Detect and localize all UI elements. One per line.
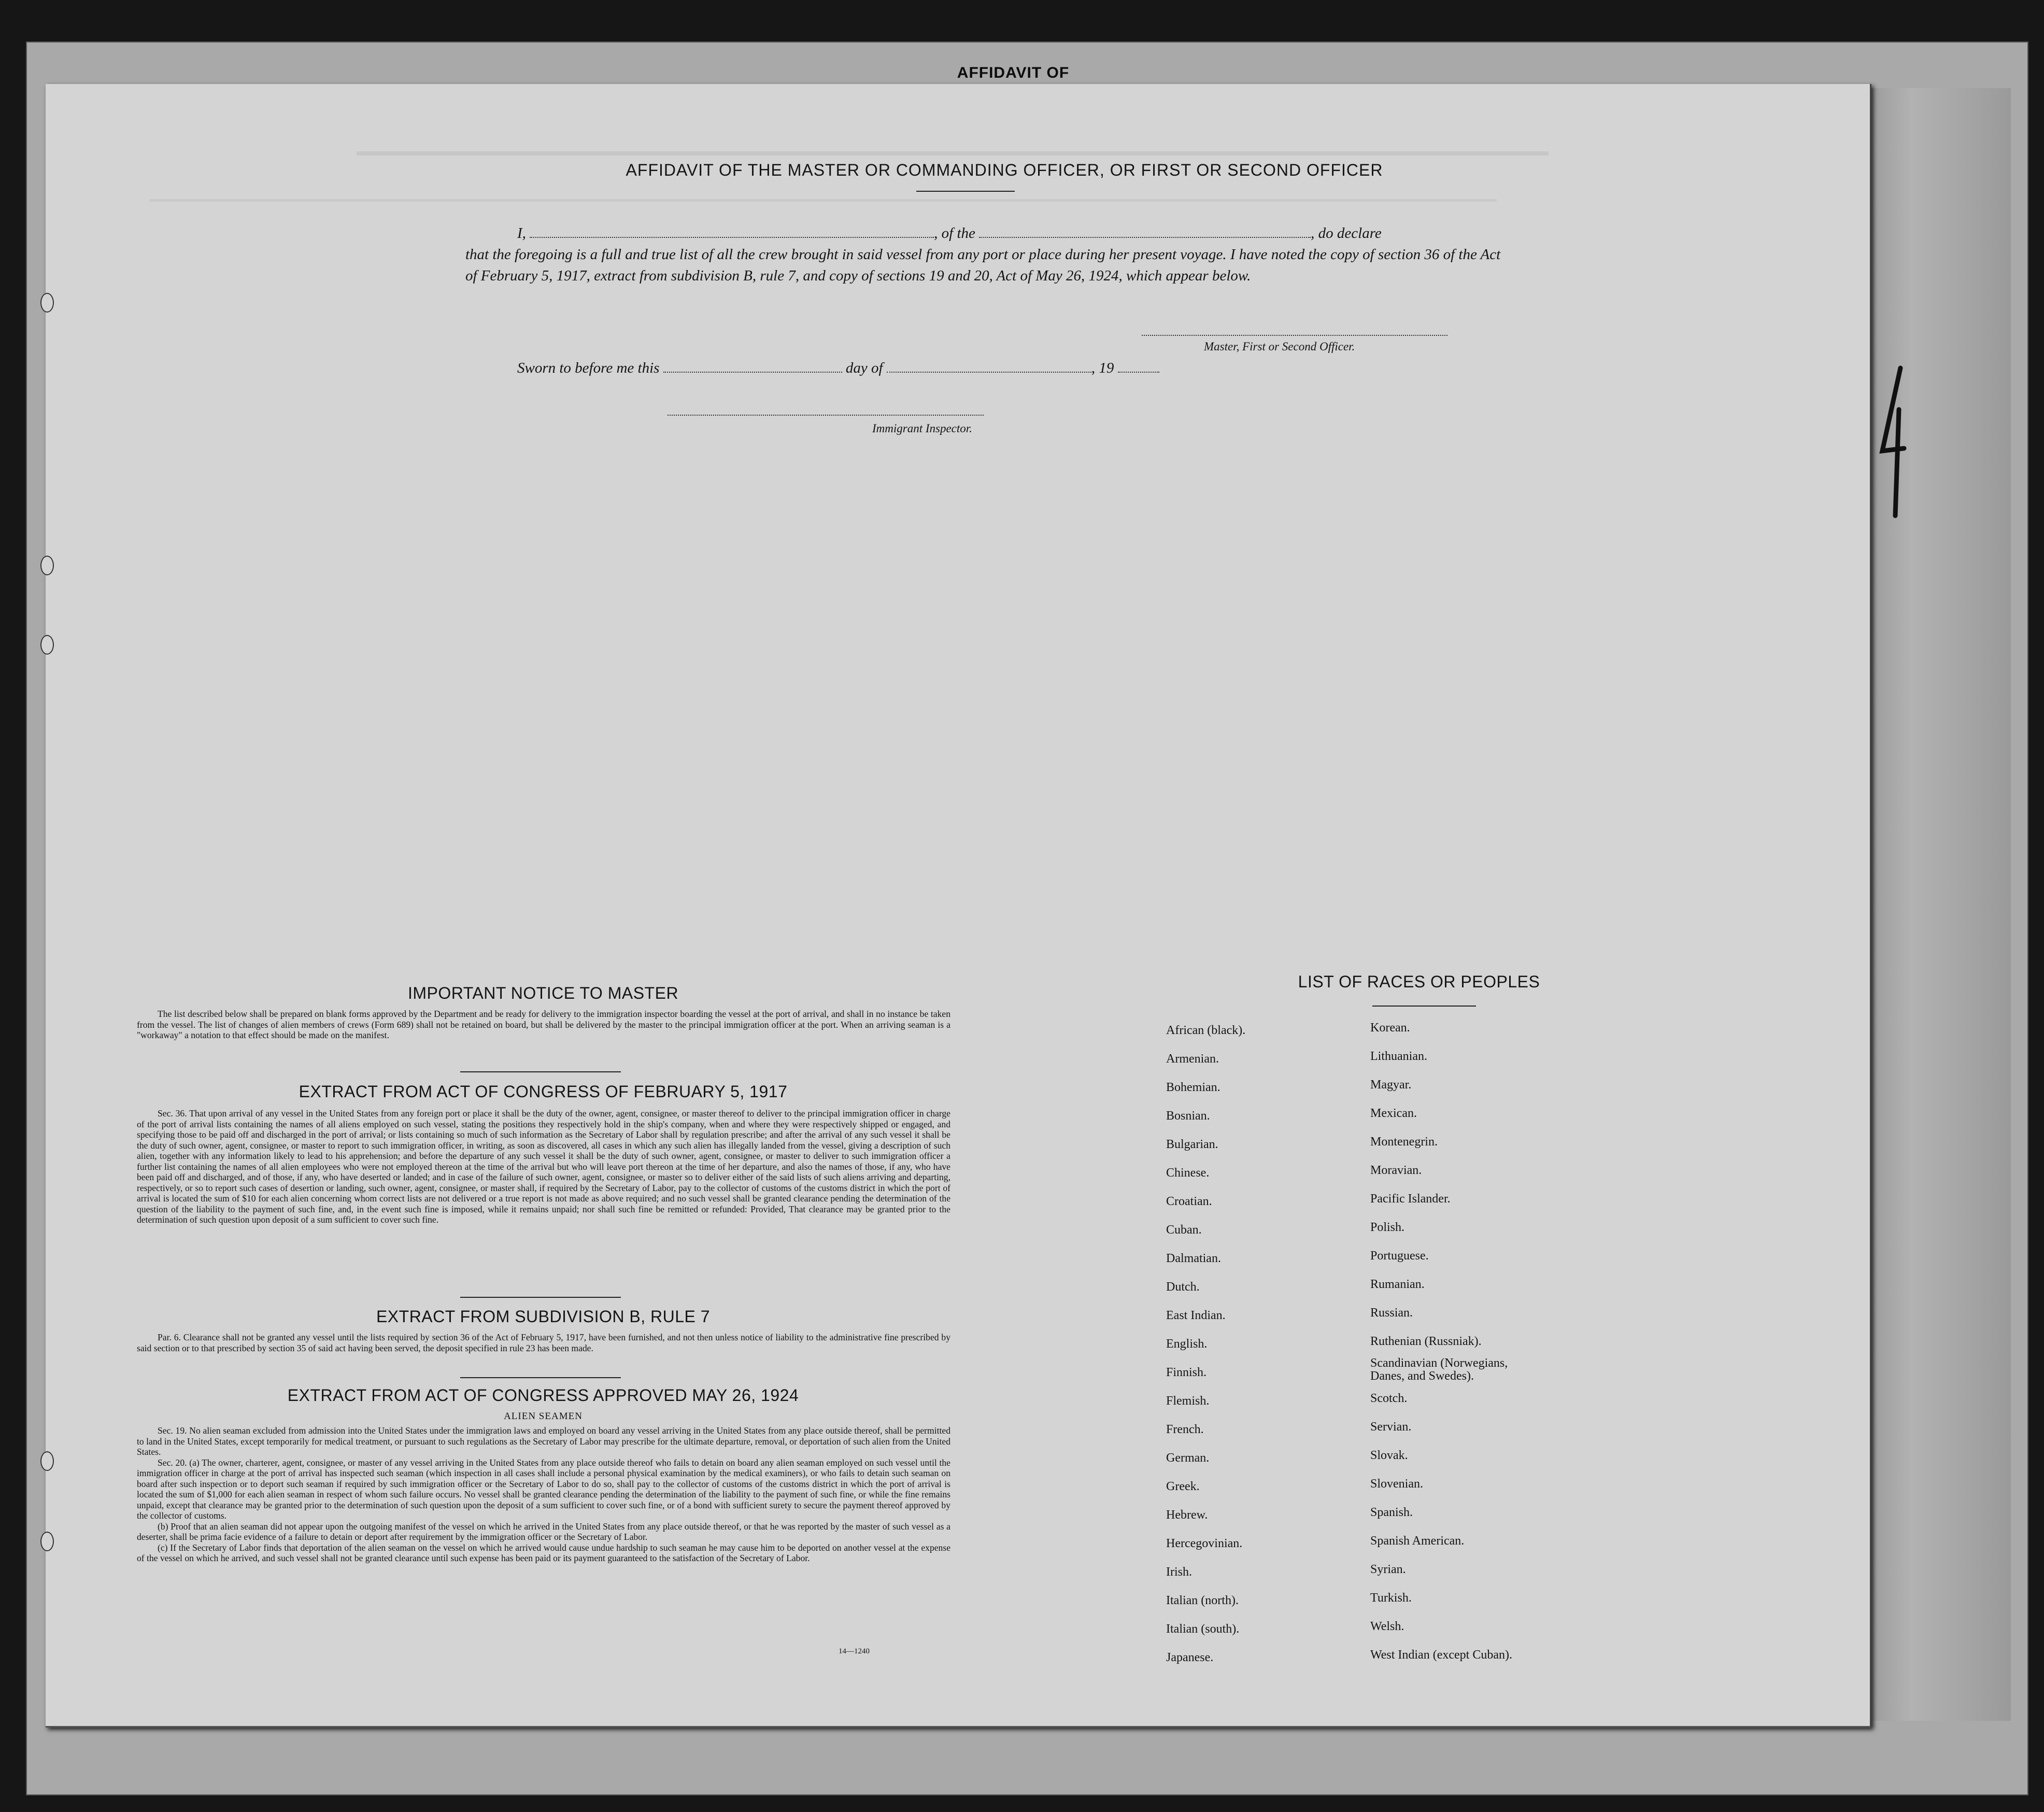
affidavit-statement: that the foregoing is a full and true list of all the crew brought in said vessel from any port or place during her present voyage. I have noted the copy of section 36 of the Act of February 5, 1917, extract from subdivision B, rule 7, and copy of sections 19 and 20, Act of May 26, 1924, which appear below. [465,246,1501,284]
race-item: Croatian. [1166,1195,1212,1208]
show-through-text [149,199,1497,202]
race-item: Turkish. [1370,1591,1412,1605]
race-item: Cuban. [1166,1223,1202,1237]
affidavit-body [465,223,1507,287]
sworn-prefix: Sworn to before me this [517,360,660,376]
race-item: Servian. [1370,1420,1412,1434]
race-item: Moravian. [1370,1164,1422,1177]
sec-20b-paragraph: (b) Proof that an alien seaman did not appear upon the outgoing manifest of the vessel on which he arrived in the United States from any place outside thereof, or that he was reported by the master of such vessel as a deserter, shall be prima facie evidence of a failure to detain or deport after requirement by the immigration officer or the Secretary of Labor. [137,1521,950,1542]
race-item: French. [1166,1423,1204,1436]
section-separator [460,1071,621,1072]
sec-20c-paragraph: (c) If the Secretary of Labor finds that deportation of the alien seaman on the vessel on which he arrived would cause undue hardship to such seaman he may cause him to be deported on another vessel at the expense of the vessel on which he arrived, and such vessel shall not be granted clearance until such expense has been paid or its payment guaranteed to the satisfaction of the Secretary of Labor. [137,1542,950,1563]
race-item: Slovenian. [1370,1477,1423,1491]
race-item: Ruthenian (Russniak). [1370,1335,1482,1348]
race-item: Rumanian. [1370,1278,1425,1291]
race-item: Lithuanian. [1370,1050,1427,1063]
race-item: Finnish. [1166,1366,1207,1379]
of-the-label: , of the [934,225,975,242]
sworn-date-blank[interactable] [663,372,842,373]
race-item: Irish. [1166,1565,1192,1579]
binding-notch [40,635,54,655]
race-item: Bosnian. [1166,1109,1210,1123]
alien-seamen-subtitle: ALIEN SEAMEN [504,1411,583,1422]
show-through-text [357,151,1549,155]
race-item: Dutch. [1166,1280,1200,1294]
race-item: Scandinavian (Norwegians, Danes, and Swedes). [1370,1356,1508,1383]
sec-19-paragraph: Sec. 19. No alien seaman excluded from admission into the United States under the immigration laws and employed on board any vessel arriving in the United States from any place outside thereof, shall be permitted to land in the United States, except temporarily for medical treatment, or pursuant to such regulations as the Secretary of Labor may prescribe for the ultimate departure, removal, or deportation of such alien from the United States. [137,1425,950,1457]
race-item: Montenegrin. [1370,1135,1438,1149]
sworn-line [517,360,1159,377]
binding-notch [40,1532,54,1551]
binding-notch [40,1451,54,1471]
act-1917-text [137,1108,950,1225]
form-number: 14—1240 [839,1647,870,1655]
race-item: Chinese. [1166,1166,1210,1180]
race-item: Flemish. [1166,1394,1210,1408]
act-1924-text [137,1425,950,1564]
race-item: Portuguese. [1370,1249,1429,1263]
races-title-rule [1372,1006,1476,1007]
notice-paragraph: The list described below shall be prepared on blank forms approved by the Department and be ready for delivery to the immigration inspector boarding the vessel at the port of arrival, and shall in no instance be taken from the vessel. The list of changes of alien members of crews (Form 689) shall not be retained on board, but shall be delivered by the master to the principal immigration officer at the port. When an arriving seaman is a "workaway" a notation to that effect should be made on the manifest. [137,1009,950,1040]
race-item: German. [1166,1451,1210,1465]
race-item: Greek. [1166,1480,1200,1493]
i-label: I, [517,225,526,242]
race-item: Magyar. [1370,1078,1412,1092]
sec-36-paragraph: Sec. 36. That upon arrival of any vessel in the United States from any foreign port or place it shall be the duty of the owner, agent, consignee, or master thereof to deliver to the principal immigration officer in charge of the port of arrival lists containing the names of all aliens employed on such vessel, stating the positions they respectively hold in the ship's company, when and where they were respectively shipped or engaged, and specifying those to be paid off and discharged in the port of arrival; or lists containing so much of such information as the Secretary of Labor shall by regulation prescribe; and after the arrival of any such vessel it shall be the duty of such owner, agent, consignee, or master to report to such immigration officer, in writing, as soon as discovered, all cases in which any such alien has illegally landed from the vessel, giving a description of such alien, together with any information likely to lead to his apprehension; and before the departure of any such vessel it shall be the duty of such owner, agent, consignee, or master to deliver to such immigration officer a further list containing the names of all alien employees who were not employed thereon at the time of the arrival but who will leave port thereon at the time of her departure, and also the names of those, if any, who have been paid off and discharged, and of those, if any, who have deserted or landed; and in case of the failure of such owner, agent, consignee, or master so to deliver either of the said lists of such aliens arriving and departing, respectively, or so to report such cases of desertion or landing, such owner, agent, consignee, or master shall, if required by the Secretary of Labor, pay to the collector of customs of the customs district in which the port of arrival is located the sum of $10 for each alien concerning whom correct lists are not delivered or a true report is not made as above required; and no such vessel shall be granted clearance pending the determination of the question of the liability to the payment of such fine, and, in the event such fine is imposed, while it remains unpaid; nor shall such fine be remitted or refunded: Provided, That clearance may be granted prior to the determination of such question upon deposit of a sum sufficient to cover such fine. [137,1108,950,1225]
race-item: Welsh. [1370,1620,1404,1633]
race-item: African (black). [1166,1024,1246,1037]
race-item: Russian. [1370,1306,1413,1320]
handwritten-mark [1872,363,1908,518]
under-sheet-header: AFFIDAVIT OF [957,64,1070,81]
section-separator [460,1297,621,1298]
sworn-year-label: , 19 [1091,360,1114,376]
race-item: English. [1166,1337,1208,1351]
race-item: East Indian. [1166,1309,1226,1322]
name-blank[interactable] [530,237,934,238]
affidavit-page [46,84,1871,1728]
race-item: Slovak. [1370,1449,1408,1462]
race-item: Bohemian. [1166,1081,1220,1094]
race-item: Spanish. [1370,1506,1413,1519]
race-item: Italian (south). [1166,1622,1240,1636]
notice-text [137,1009,950,1041]
race-item: Syrian. [1370,1563,1406,1576]
race-item: Hebrew. [1166,1508,1208,1522]
notice-title: IMPORTANT NOTICE TO MASTER [407,984,679,1002]
binding-notch [40,293,54,313]
race-item: Hercegovinian. [1166,1537,1243,1550]
race-item: Mexican. [1370,1107,1417,1120]
race-item: Scotch. [1370,1392,1408,1405]
master-signature-label: Master, First or Second Officer. [1204,340,1355,353]
rule-7-text [137,1332,950,1353]
races-title: LIST OF RACES OR PEOPLES [1298,972,1540,991]
race-item: Japanese. [1166,1651,1214,1664]
act-1924-title: EXTRACT FROM ACT OF CONGRESS APPROVED MAY 26, 1924 [287,1386,799,1405]
race-item: Armenian. [1166,1052,1219,1066]
master-signature-line[interactable] [1142,335,1447,336]
race-item: Polish. [1370,1221,1405,1234]
race-item: Italian (north). [1166,1594,1239,1607]
binding-notch [40,556,54,575]
act-1917-title: EXTRACT FROM ACT OF CONGRESS OF FEBRUARY 5, 1917 [299,1082,788,1101]
sworn-month-blank[interactable] [887,372,1091,373]
sworn-day-label: day of [845,360,883,376]
race-item: Spanish American. [1370,1534,1465,1548]
race-item: West Indian (except Cuban). [1370,1648,1512,1662]
sworn-year-blank[interactable] [1118,372,1159,373]
inspector-signature-line[interactable] [668,415,984,416]
sec-20a-paragraph: Sec. 20. (a) The owner, charterer, agent, consignee, or master of any vessel arriving in the United States from any place outside thereof who fails to detain on board any alien seaman employed on such vessel until the immigration officer in charge at the port of arrival has inspected such seaman (which inspection in all cases shall include a personal physical examination by the medical examiners), or who fails to detain such seaman on board after such inspection or to deport such seaman if required by such immigration officer or the Secretary of Labor to do so, shall pay to the collector of customs of the customs district in which the port of arrival is located the sum of $1,000 for each alien seaman in respect of whom such failure occurs. No vessel shall be granted clearance pending the determination of the liability to the payment of such fine, or while the fine remains unpaid, except that clearance may be granted prior to the determination of such question upon the deposit of a sum sufficient to cover such fine, or of a bond with sufficient surety to secure the payment thereof approved by the collector of customs. [137,1457,950,1521]
race-item: Pacific Islander. [1370,1192,1451,1206]
race-item: Korean. [1370,1021,1410,1035]
do-declare-label: , do declare [1311,225,1382,242]
affidavit-title: AFFIDAVIT OF THE MASTER OR COMMANDING OFFICER, OR FIRST OR SECOND OFFICER [626,161,1383,179]
vessel-blank[interactable] [979,237,1311,238]
section-separator [460,1377,621,1378]
race-item: Bulgarian. [1166,1138,1218,1151]
affidavit-declaration-line [465,223,1507,244]
title-rule [916,191,1015,192]
rule-7-title: EXTRACT FROM SUBDIVISION B, RULE 7 [376,1307,711,1326]
inspector-signature-label: Immigrant Inspector. [872,422,972,435]
par-6-paragraph: Par. 6. Clearance shall not be granted any vessel until the lists required by section 36 of the Act of February 5, 1917, have been furnished, and not then unless notice of liability to the administrative fine prescribed by said section or to that prescribed by section 35 of said act having been served, the deposit specified in rule 23 has been made. [137,1332,950,1353]
race-item: Dalmatian. [1166,1252,1221,1265]
